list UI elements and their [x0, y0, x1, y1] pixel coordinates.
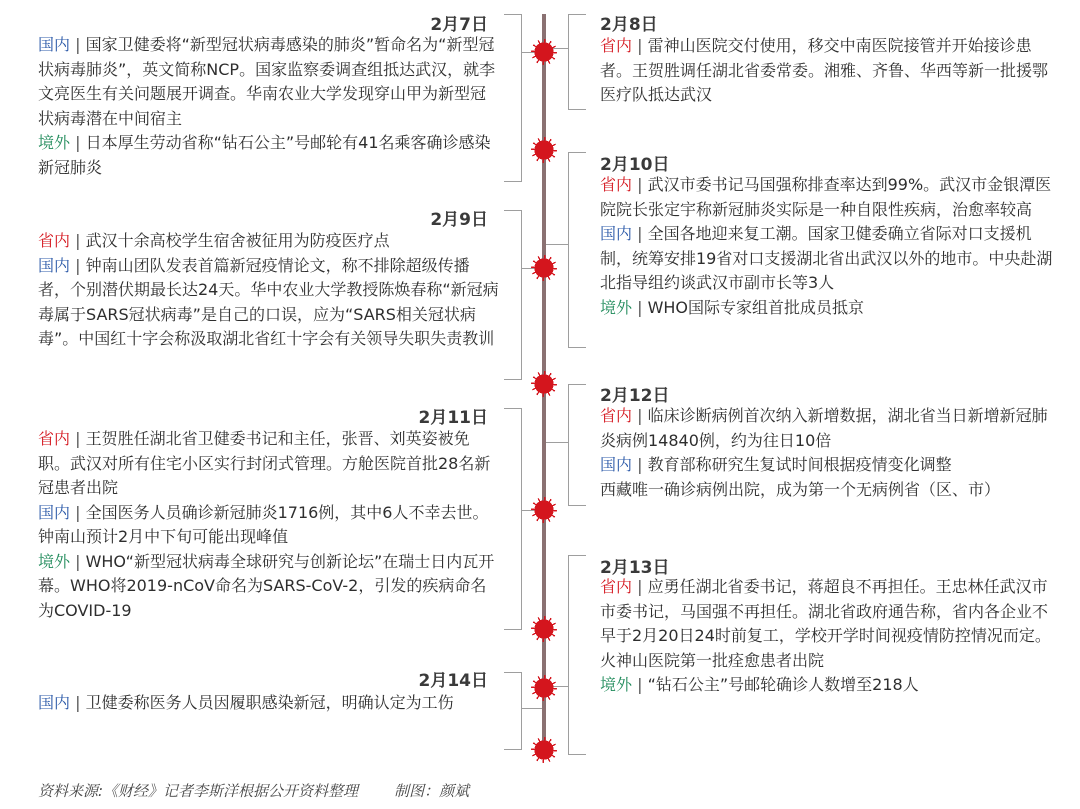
tag-domestic: 国内	[38, 35, 71, 54]
tag-overseas: 境外	[600, 675, 633, 694]
event-text: 钟南山团队发表首篇新冠疫情论文，称不排除超级传播者，个别潜伏期最长达24天。华中农业大学教授陈焕春称“新冠病毒属于SARS冠状病毒”是自己的口误，应为“SARS相关冠状病毒”。中国红十字会称汲取湖北省红十字会有关领导失职失责教训	[38, 255, 499, 348]
tag-domestic: 国内	[38, 693, 71, 712]
event-item	[600, 34, 1062, 108]
tag-provincial: 省内	[600, 406, 633, 425]
separator: |	[70, 551, 86, 571]
separator: |	[70, 35, 86, 54]
separator: |	[632, 675, 648, 694]
event-body	[600, 575, 1062, 698]
event-date: 2月9日	[430, 210, 488, 230]
separator: |	[70, 255, 86, 275]
tag-provincial: 省内	[600, 175, 633, 194]
event-item	[38, 501, 500, 550]
tag-overseas: 境外	[38, 551, 71, 571]
event-item	[38, 691, 500, 716]
timeline-marker	[535, 679, 553, 697]
event-date: 2月14日	[418, 671, 488, 691]
separator: |	[632, 175, 648, 194]
timeline-marker	[535, 141, 553, 159]
event-text: 武汉十余高校学生宿舍被征用为防疫医疗点	[85, 231, 390, 250]
event-text: 日本厚生劳动省称“钻石公主”号邮轮有41名乘客确诊感染新冠肺炎	[38, 133, 491, 177]
separator: |	[70, 231, 86, 250]
separator: |	[632, 224, 648, 243]
bracket-connector	[546, 442, 568, 443]
tag-domestic: 国内	[600, 224, 633, 243]
event-bracket	[568, 555, 586, 755]
separator: |	[632, 577, 648, 596]
event-bracket	[504, 672, 522, 750]
event-text: 临床诊断病例首次纳入新增数据，湖北省当日新增新冠肺炎病例14840例，约为往日10倍	[600, 406, 1048, 450]
event-item	[600, 673, 1062, 698]
tag-provincial: 省内	[38, 231, 71, 250]
tag-overseas: 境外	[38, 133, 71, 152]
event-body	[38, 229, 500, 352]
tag-domestic: 国内	[38, 255, 71, 275]
timeline-marker	[535, 741, 553, 759]
event-item	[600, 478, 1062, 503]
bracket-connector	[522, 708, 542, 709]
event-text: WHO“新型冠状病毒全球研究与创新论坛”在瑞士日内瓦开幕。WHO将2019-nCoV命名为SARS-CoV-2，引发的疾病命名为COVID-19	[38, 551, 495, 620]
event-text: 卫健委称医务人员因履职感染新冠，明确认定为工伤	[85, 693, 454, 712]
event-body	[600, 404, 1062, 502]
tag-domestic: 国内	[600, 455, 633, 474]
event-date: 2月7日	[430, 15, 488, 35]
event-item	[38, 33, 500, 131]
event-bracket	[504, 408, 522, 630]
event-text: 全国各地迎来复工潮。国家卫健委确立省际对口支援机制，统筹安排19省对口支援湖北省出武汉以外的地市。中央赴湖北指导组约谈武汉市副市长等3人	[600, 224, 1053, 292]
event-date: 2月13日	[600, 558, 670, 578]
event-date: 2月8日	[600, 15, 658, 35]
event-item	[600, 575, 1062, 673]
timeline-marker	[535, 501, 553, 519]
event-text: 应勇任湖北省委书记，蒋超良不再担任。王忠林任武汉市市委书记，马国强不再担任。湖北省政府通告称，省内各企业不早于2月20日24时前复工，学校开学时间视疫情防控情况而定。火神山医院第一批痊愈患者出院	[600, 577, 1051, 670]
event-item	[38, 254, 500, 352]
tag-provincial: 省内	[600, 577, 633, 596]
event-date: 2月11日	[418, 408, 488, 428]
separator: |	[632, 297, 648, 317]
timeline-marker	[535, 375, 553, 393]
separator: |	[632, 406, 648, 425]
event-bracket	[568, 384, 586, 506]
event-text: 国家卫健委将“新型冠状病毒感染的肺炎”暂命名为“新型冠状病毒肺炎”，英文简称NCP。国家监察委调查组抵达武汉，就李文亮医生有关问题展开调查。华南农业大学发现穿山甲为新型冠状病毒潜在中间宿主	[38, 35, 496, 128]
event-date: 2月10日	[600, 155, 670, 175]
event-item	[38, 229, 500, 254]
event-bracket	[504, 14, 522, 182]
event-text: 西藏唯一确诊病例出院，成为第一个无病例省（区、市）	[600, 479, 1001, 499]
event-date: 2月12日	[600, 386, 670, 406]
event-item	[600, 296, 1062, 321]
event-body	[38, 691, 500, 716]
event-body	[38, 33, 500, 180]
event-item	[600, 222, 1062, 296]
event-bracket	[568, 14, 586, 110]
event-body	[38, 427, 500, 623]
event-item	[38, 131, 500, 180]
event-item	[600, 404, 1062, 453]
separator: |	[632, 455, 648, 474]
bracket-connector	[546, 244, 568, 245]
event-body	[600, 173, 1062, 320]
graphic-credit: 制图：颜斌	[394, 782, 470, 800]
event-text: 武汉市委书记马国强称排查率达到99%。武汉市金银潭医院院长张定宇称新冠肺炎实际是一种自限性疾病，治愈率较高	[600, 175, 1052, 219]
event-body	[600, 34, 1062, 108]
event-item	[600, 173, 1062, 222]
event-item	[600, 453, 1062, 478]
event-item	[38, 550, 500, 624]
tag-provincial: 省内	[38, 429, 71, 448]
event-bracket	[504, 210, 522, 380]
source-credit	[38, 780, 469, 801]
separator: |	[70, 693, 86, 712]
timeline-marker	[535, 43, 553, 61]
event-text: 雷神山医院交付使用，移交中南医院接管并开始接诊患者。王贺胜调任湖北省委常委。湘雅、齐鲁、华西等新一批援鄂医疗队抵达武汉	[600, 36, 1049, 104]
tag-overseas: 境外	[600, 297, 633, 317]
event-bracket	[568, 152, 586, 348]
timeline-marker	[535, 620, 553, 638]
tag-domestic: 国内	[38, 502, 71, 522]
separator: |	[70, 502, 86, 522]
source-note: 资料来源:《财经》记者李斯洋根据公开资料整理	[38, 782, 359, 800]
separator: |	[632, 36, 648, 55]
event-text: “钻石公主”号邮轮确诊人数增至218人	[647, 675, 919, 694]
separator: |	[70, 429, 86, 448]
timeline-marker	[535, 259, 553, 277]
separator: |	[70, 133, 86, 152]
event-text: WHO国际专家组首批成员抵京	[647, 297, 865, 317]
event-text: 王贺胜任湖北省卫健委书记和主任，张晋、刘英姿被免职。武汉对所有住宅小区实行封闭式管理。方舱医院首批28名新冠患者出院	[38, 429, 491, 497]
tag-provincial: 省内	[600, 36, 633, 55]
event-text: 全国医务人员确诊新冠肺炎1716例，其中6人不幸去世。钟南山预计2月中下旬可能出现峰值	[38, 502, 489, 546]
event-text: 教育部称研究生复试时间根据疫情变化调整	[647, 455, 952, 474]
event-item	[38, 427, 500, 501]
